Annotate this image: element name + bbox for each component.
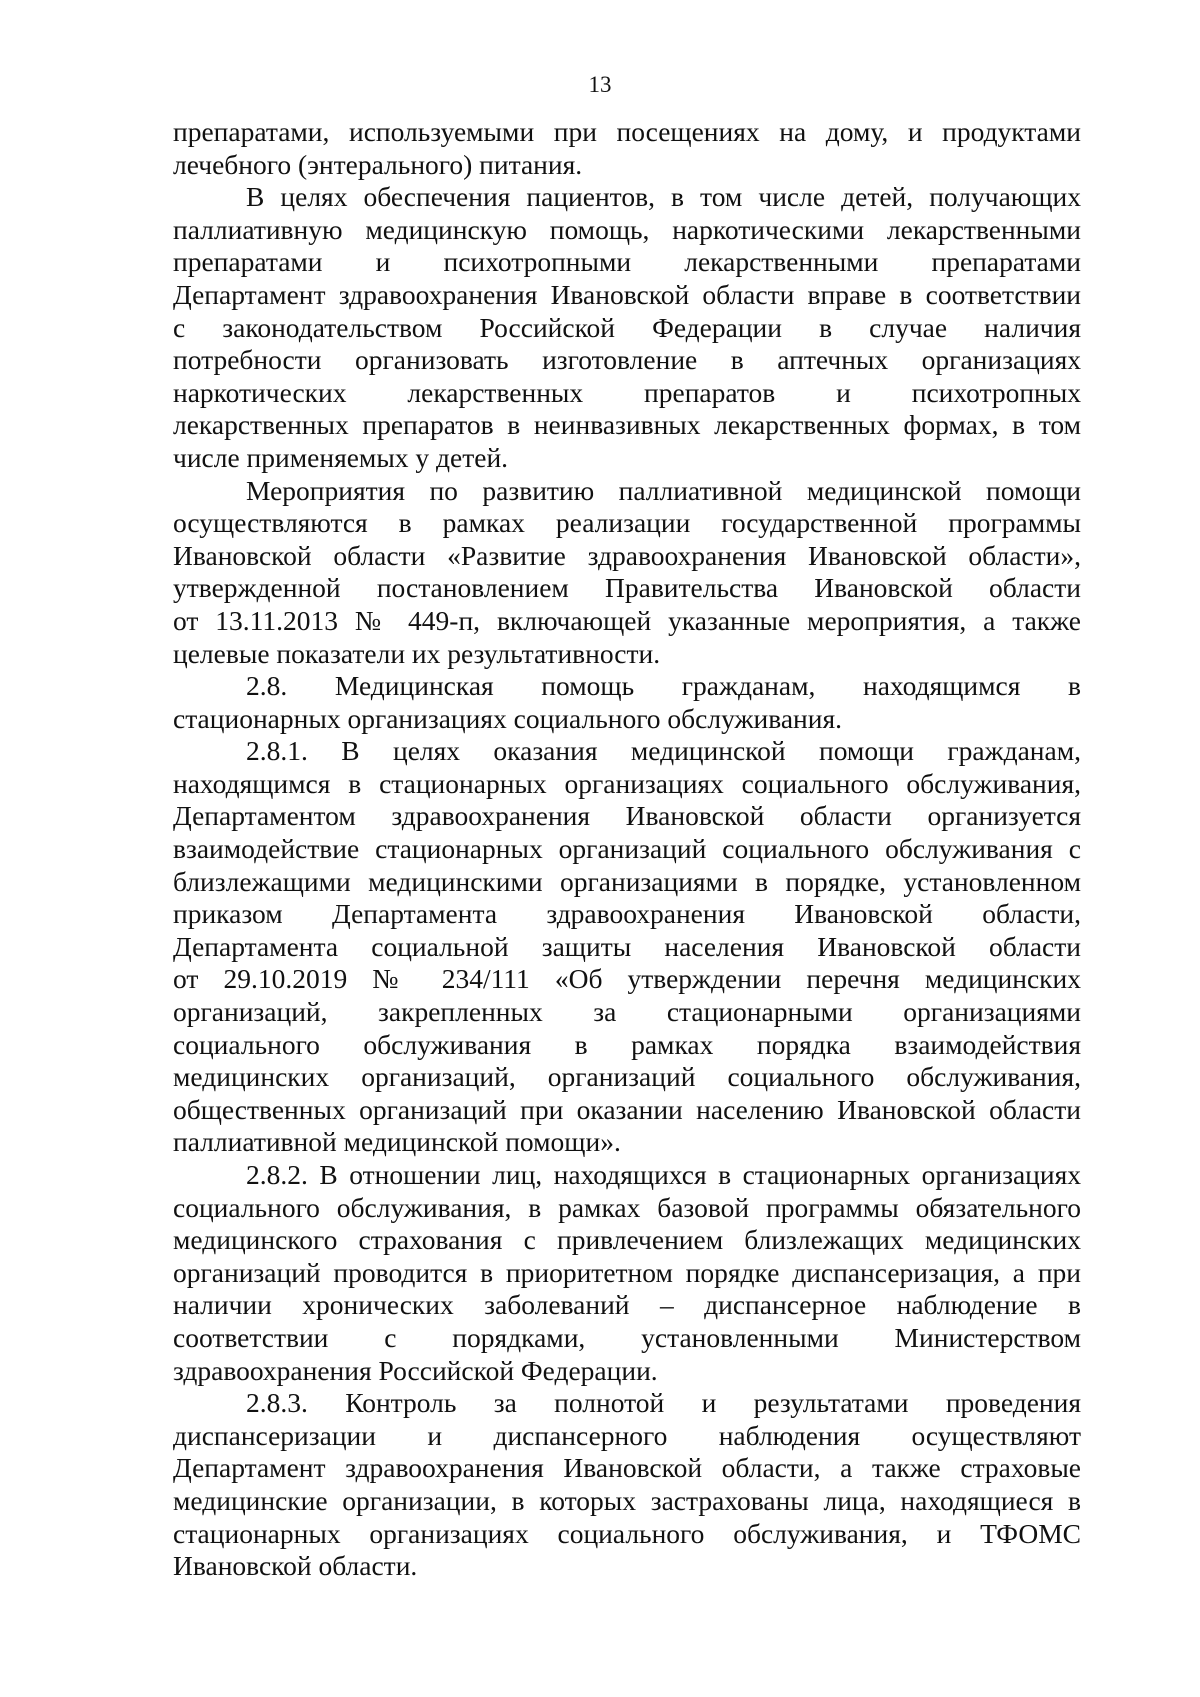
text-line: лечебного (энтерального) питания. [173,148,583,180]
text-line: числе применяемых у детей. [173,441,509,473]
text-line: Ивановской области. [173,1550,418,1582]
text-line: медицинского страхования с привлечением близлежащих медицинских [173,1224,1081,1256]
text-line: целевые показатели их результативности. [173,637,661,669]
text-line: медицинских организаций, организаций социального обслуживания, [173,1061,1081,1093]
text-line: стационарных организациях социального обслуживания, и ТФОМС [173,1517,1081,1549]
text-line: общественных организаций при оказании населению Ивановской области [173,1093,1081,1125]
text-line: социального обслуживания в рамках порядка взаимодействия [173,1028,1081,1060]
text-line: утвержденной постановлением Правительства Ивановской области [173,572,1081,604]
text-line: потребности организовать изготовление в аптечных организациях [173,344,1081,376]
text-line: В целях обеспечения пациентов, в том числе детей, получающих [246,181,1081,213]
text-line: Департамент здравоохранения Ивановской области вправе в соответствии [173,278,1081,310]
text-line: наличии хронических заболеваний – диспансерное наблюдение в [173,1289,1081,1321]
text-line: находящимся в стационарных организациях социального обслуживания, [173,767,1081,799]
text-line: Мероприятия по развитию паллиативной медицинской помощи [246,474,1081,506]
text-line: социального обслуживания, в рамках базовой программы обязательного [173,1191,1081,1223]
text-line: препаратами и психотропными лекарственными препаратами [173,246,1081,278]
body-text [173,116,1081,1583]
text-line: Ивановской области «Развитие здравоохранения Ивановской области», [173,539,1081,571]
text-line: близлежащими медицинскими организациями в порядке, установленном [173,865,1081,897]
text-line: от 13.11.2013 № 449-п, включающей указанные мероприятия, а также [173,604,1081,636]
text-line: паллиативной медицинской помощи». [173,1126,621,1158]
text-line: 2.8.3. Контроль за полнотой и результатами проведения [246,1387,1081,1419]
page-number: 13 [588,72,612,97]
text-line: стационарных организациях социального обслуживания. [173,702,842,734]
text-line: препаратами, используемыми при посещениях на дому, и продуктами [173,116,1081,147]
text-line: здравоохранения Российской Федерации. [173,1354,658,1386]
text-line: осуществляются в рамках реализации государственной программы [173,507,1081,539]
text-line: организаций проводится в приоритетном порядке диспансеризация, а при [173,1256,1081,1288]
text-line: Департаментом здравоохранения Ивановской области организуется [173,800,1081,832]
text-line: организаций, закрепленных за стационарными организациями [173,996,1081,1028]
text-line: паллиативную медицинскую помощь, наркотическими лекарственными [173,213,1081,245]
text-line: 2.8.2. В отношении лиц, находящихся в стационарных организациях [246,1159,1081,1190]
text-line: от 29.10.2019 № 234/111 «Об утверждении перечня медицинских [173,963,1081,995]
text-line: соответствии с порядками, установленными Министерством [173,1321,1081,1353]
text-line: лекарственных препаратов в неинвазивных лекарственных формах, в том [173,409,1081,441]
text-line: медицинские организации, в которых застрахованы лица, находящиеся в [173,1484,1081,1516]
text-line: 2.8.1. В целях оказания медицинской помощи гражданам, [246,735,1081,767]
text-line: с законодательством Российской Федерации в случае наличия [173,311,1081,343]
text-line: Департамент здравоохранения Ивановской области, а также страховые [173,1452,1081,1484]
text-line: диспансеризации и диспансерного наблюдения осуществляют [173,1419,1081,1451]
text-line: взаимодействие стационарных организаций социального обслуживания с [173,833,1081,865]
text-line: наркотических лекарственных препаратов и психотропных [173,376,1081,408]
text-line: 2.8. Медицинская помощь гражданам, находящимся в [246,670,1081,702]
text-line: Департамента социальной защиты населения Ивановской области [173,930,1081,962]
text-line: приказом Департамента здравоохранения Ивановской области, [173,898,1081,930]
